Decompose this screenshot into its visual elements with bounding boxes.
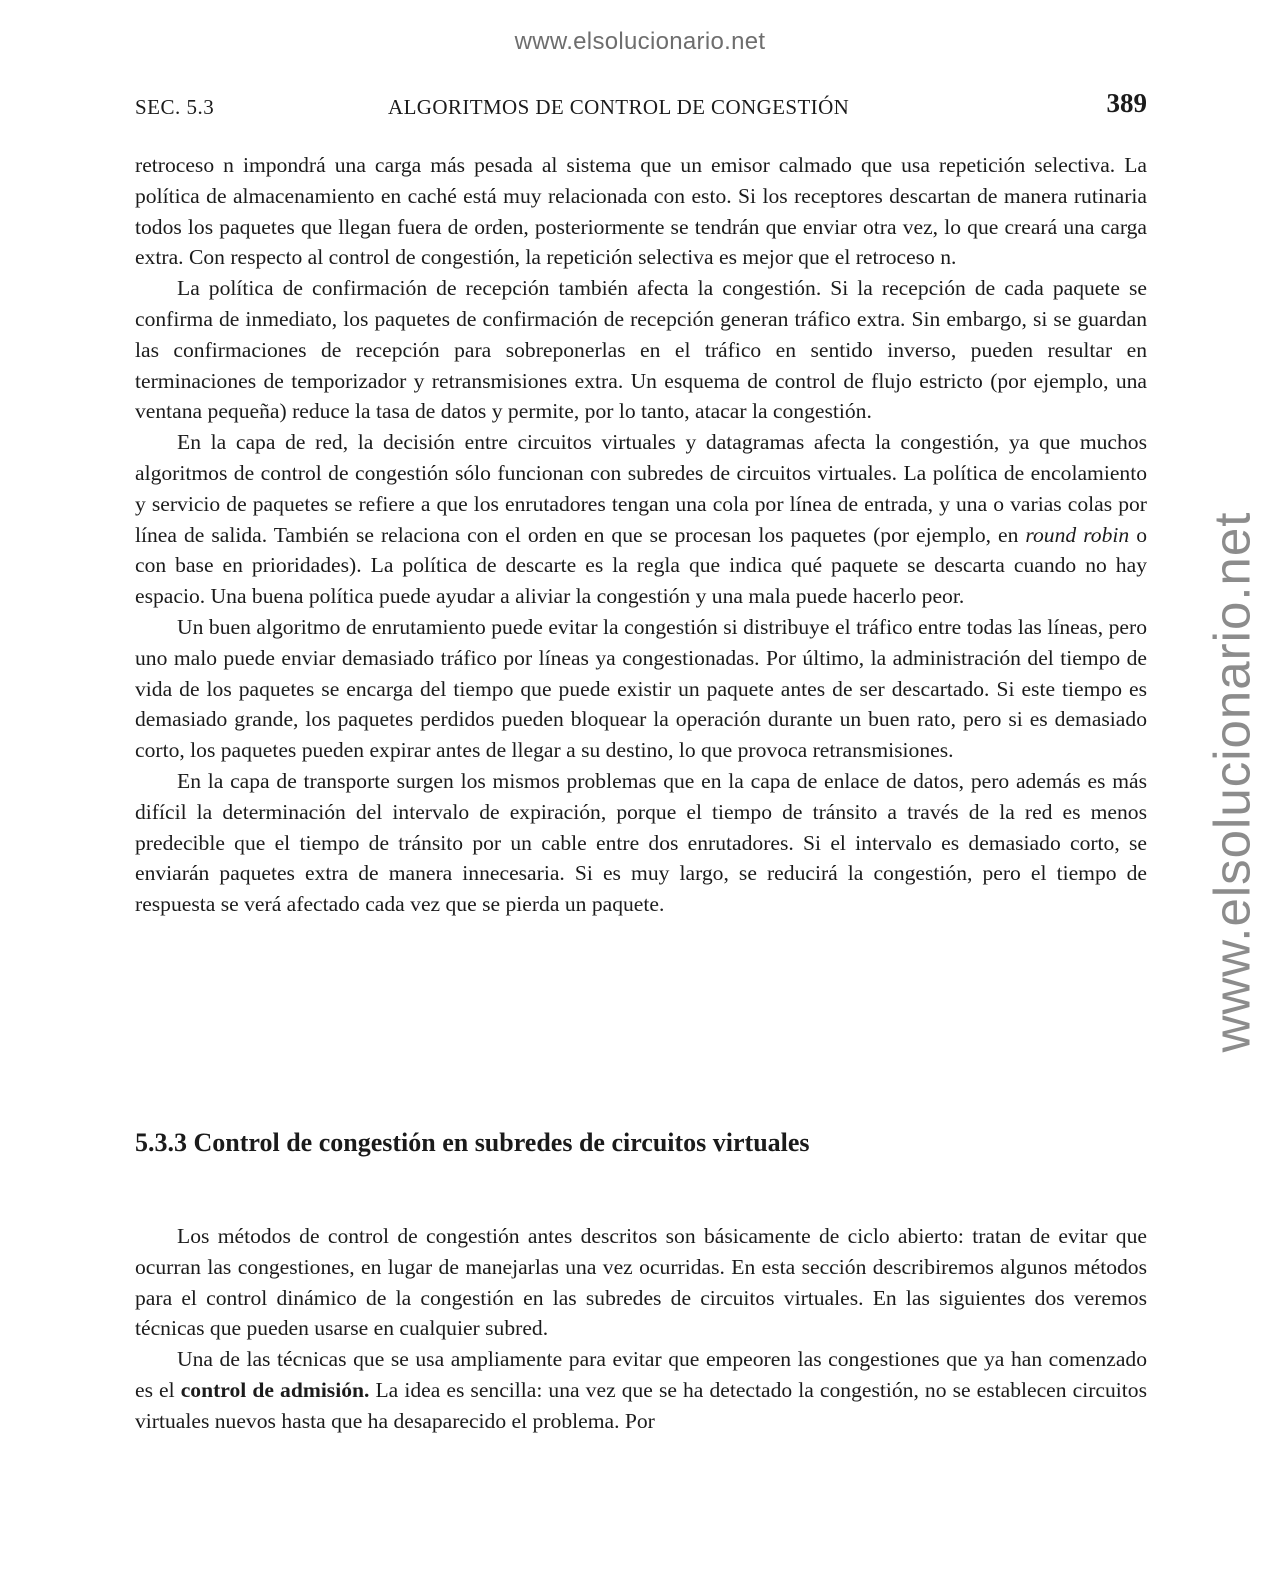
- section-paragraph-2: [135, 1344, 1147, 1436]
- paragraph-3: [135, 427, 1147, 612]
- chapter-title: ALGORITMOS DE CONTROL DE CONGESTIÓN: [388, 95, 850, 119]
- paragraph-4: Un buen algoritmo de enrutamiento puede evitar la congestión si distribuye el tráfico entre todas las líneas, pero uno malo puede enviar demasiado tráfico por líneas ya congestionadas. Por último, la administración del tiempo de vida de los paquetes se encarga del tiempo que puede existir un paquete antes de ser descartado. Si este tiempo es demasiado grande, los paquetes perdidos pueden bloquear la operación durante un buen rato, pero si es demasiado corto, los paquetes pueden expirar antes de llegar a su destino, lo que provoca retransmisiones.: [135, 614, 1147, 763]
- page-number: 389: [1106, 88, 1147, 118]
- watermark-top: www.elsolucionario.net: [514, 28, 766, 55]
- watermark-side: www.elsolucionario.net: [1203, 511, 1261, 1053]
- bold-term: control de admisión.: [180, 1377, 370, 1402]
- section-paragraph-2-text-b: La idea es sencilla: una vez que se ha detectado la congestión, no se establecen circuitos virtuales nuevos hasta que ha desaparecido el problema. Por: [135, 1377, 1147, 1433]
- section-paragraph-2-text-a: Una de las técnicas que se usa ampliamente para evitar que empeoren las congestiones que ya han comenzado es el: [135, 1347, 1147, 1402]
- section-body: [135, 1221, 1147, 1437]
- running-head: [135, 88, 1147, 128]
- italic-term: round robin: [1025, 522, 1130, 547]
- section-heading: 5.3.3 Control de congestión en subredes de circuitos virtuales: [135, 1128, 810, 1157]
- paragraph-1: retroceso n impondrá una carga más pesada al sistema que un emisor calmado que usa repetición selectiva. La política de almacenamiento en caché está muy relacionada con esto. Si los receptores descartan de manera rutinaria todos los paquetes que llegan fuera de orden, posteriormente se tendrán que enviar otra vez, lo que creará una carga extra. Con respecto al control de congestión, la repetición selectiva es mejor que el retroceso n.: [135, 153, 1147, 270]
- section-paragraph-1: Los métodos de control de congestión antes descritos son básicamente de ciclo abierto: tratan de evitar que ocurran las congestiones, en lugar de manejarlas una vez ocurridas. En esta sección describiremos algunos métodos para el control dinámico de la congestión en las subredes de circuitos virtuales. En las siguientes dos veremos técnicas que pueden usarse en cualquier subred.: [135, 1224, 1147, 1341]
- paragraph-2: La política de confirmación de recepción también afecta la congestión. Si la recepción de cada paquete se confirma de inmediato, los paquetes de confirmación de recepción generan tráfico extra. Sin embargo, si se guardan las confirmaciones de recepción para sobreponerlas en el tráfico en sentido inverso, pueden resultar en terminaciones de temporizador y retransmisiones extra. Un esquema de control de flujo estricto (por ejemplo, una ventana pequeña) reduce la tasa de datos y permite, por lo tanto, atacar la congestión.: [135, 276, 1147, 424]
- paragraph-3-text-b: o con base en prioridades). La política de descarte es la regla que indica qué paquete se descarta cuando no hay espacio. Una buena política puede ayudar a aliviar la congestión y una mala puede hacerlo peor.: [135, 522, 1148, 609]
- paragraph-5: En la capa de transporte surgen los mismos problemas que en la capa de enlace de datos, pero además es más difícil la determinación del intervalo de expiración, porque el tiempo de tránsito a través de la red es menos predecible que el tiempo de tránsito por un cable entre dos enrutadores. Si el intervalo es demasiado corto, se enviarán paquetes extra de manera innecesaria. Si es muy largo, se reducirá la congestión, pero el tiempo de respuesta se verá afectado cada vez que se pierda un paquete.: [135, 768, 1147, 917]
- section-number: SEC. 5.3: [135, 95, 215, 119]
- body-text: [135, 150, 1147, 920]
- paragraph-3-text-a: En la capa de red, la decisión entre circuitos virtuales y datagramas afecta la congestión, ya que muchos algoritmos de control de congestión sólo funcionan con subredes de circuitos virtuales. La política de encolamiento y servicio de paquetes se refiere a que los enrutadores tengan una cola por línea de entrada, y una o varias colas por línea de salida. También se relaciona con el orden en que se procesan los paquetes (por ejemplo, en: [135, 430, 1147, 547]
